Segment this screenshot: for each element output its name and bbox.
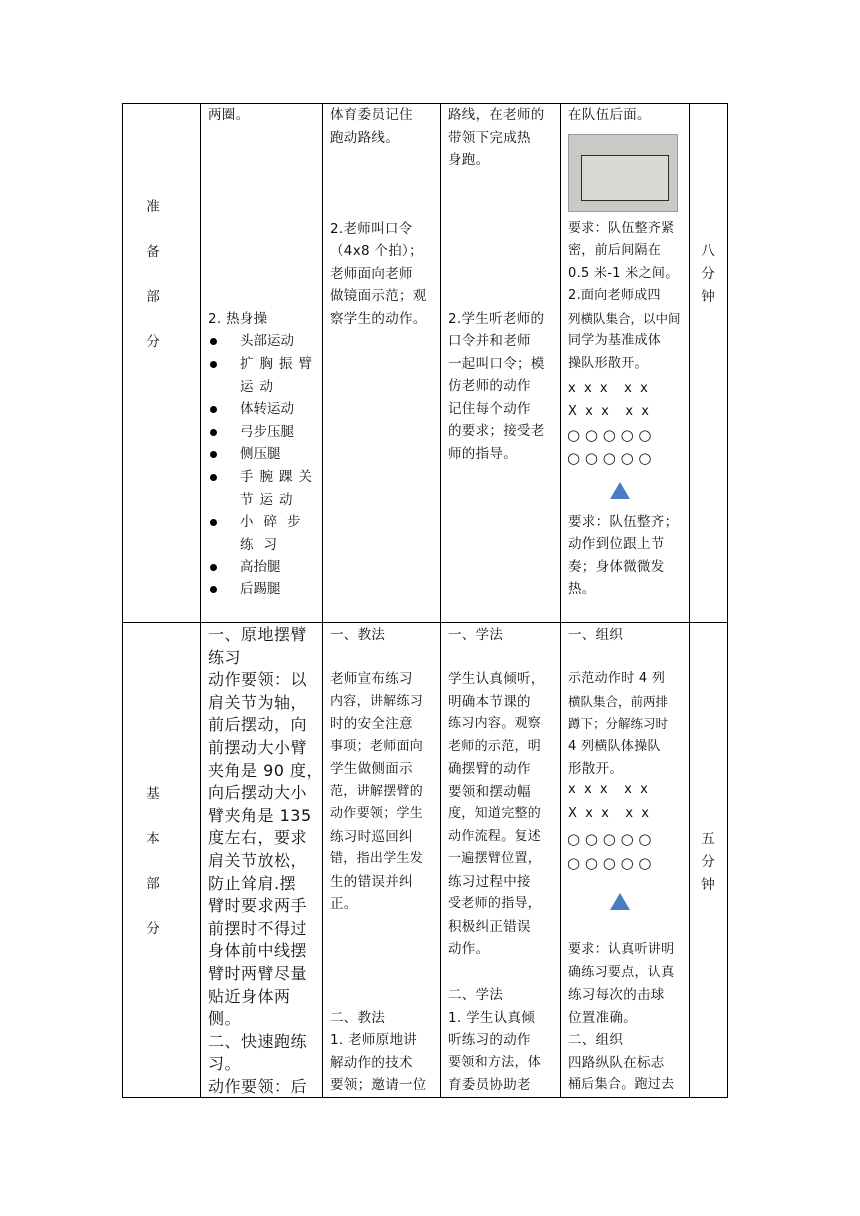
content-line: 肩关节放松， bbox=[208, 851, 308, 870]
teacher-triangle-icon bbox=[610, 893, 630, 910]
content-line: 前摆时不得过 bbox=[208, 918, 308, 938]
content-line: 动作要领：以 bbox=[208, 670, 308, 690]
duration-label: 五 分 钟 bbox=[701, 831, 715, 893]
section-char: 准 bbox=[146, 199, 160, 215]
content-line: 练习 bbox=[208, 647, 242, 667]
content-line: 身体前中线摆 bbox=[208, 941, 308, 961]
content-line: 肩关节为轴， bbox=[208, 692, 308, 712]
content-line: 习。 bbox=[208, 1054, 242, 1074]
content-item-title: 2. 热身操 bbox=[208, 311, 268, 327]
table-row-divider bbox=[122, 622, 728, 623]
table-col-divider bbox=[322, 103, 323, 1098]
content-line: 向后摆动大小 bbox=[208, 783, 308, 803]
bullet-icon bbox=[210, 586, 217, 593]
table-col-divider bbox=[560, 103, 561, 1098]
duration-label: 八 分 钟 bbox=[701, 243, 715, 305]
table-col-divider bbox=[440, 103, 441, 1098]
table-border-right bbox=[727, 103, 728, 1098]
content-line: 臂时两臂尽量 bbox=[208, 964, 308, 983]
content-line: 二、快速跑练 bbox=[208, 1031, 308, 1051]
content-line: 动作要领：后 bbox=[208, 1077, 308, 1096]
list-item: 小碎步练习 bbox=[210, 511, 320, 556]
bullet-icon bbox=[210, 474, 217, 481]
content-line: 前摆动大小臂 bbox=[208, 738, 308, 757]
section-label bbox=[143, 196, 163, 376]
teacher-triangle-icon bbox=[610, 482, 630, 499]
track-diagram-image bbox=[568, 134, 678, 212]
content-line: 防止耸肩.摆 bbox=[208, 873, 297, 893]
bullet-icon bbox=[210, 519, 217, 526]
content-text: 两圈。 bbox=[208, 107, 250, 123]
content-line: 一、原地摆臂 bbox=[208, 625, 308, 644]
list-item: 手腕踝关节运动 bbox=[210, 466, 320, 511]
table-border-left bbox=[122, 103, 123, 1098]
section-label: 基 本 部 分 bbox=[146, 786, 160, 937]
bullet-icon bbox=[210, 406, 217, 413]
table-col-divider bbox=[200, 103, 201, 1098]
bullet-icon bbox=[210, 564, 217, 571]
bullet-icon bbox=[210, 451, 217, 458]
bullet-icon bbox=[210, 338, 217, 345]
content-line: 前后摆动，向 bbox=[208, 715, 308, 735]
track-rectangle bbox=[581, 155, 669, 201]
section-char: 备 bbox=[146, 244, 160, 260]
bullet-icon bbox=[210, 429, 217, 436]
content-line: 度左右，要求 bbox=[208, 828, 308, 848]
table-col-divider bbox=[689, 103, 690, 1098]
content-line: 侧。 bbox=[208, 1009, 242, 1029]
content-line: 臂夹角是 135 bbox=[208, 805, 312, 825]
content-line: 夹角是 90 度， bbox=[208, 760, 324, 780]
content-line: 贴近身体两 bbox=[208, 986, 291, 1006]
section-char: 部 bbox=[146, 289, 160, 305]
section-char: 分 bbox=[146, 334, 160, 350]
content-line: 臂时要求两手 bbox=[208, 896, 308, 916]
bullet-icon bbox=[210, 361, 217, 368]
list-item: 扩胸振臂运动 bbox=[210, 353, 320, 398]
